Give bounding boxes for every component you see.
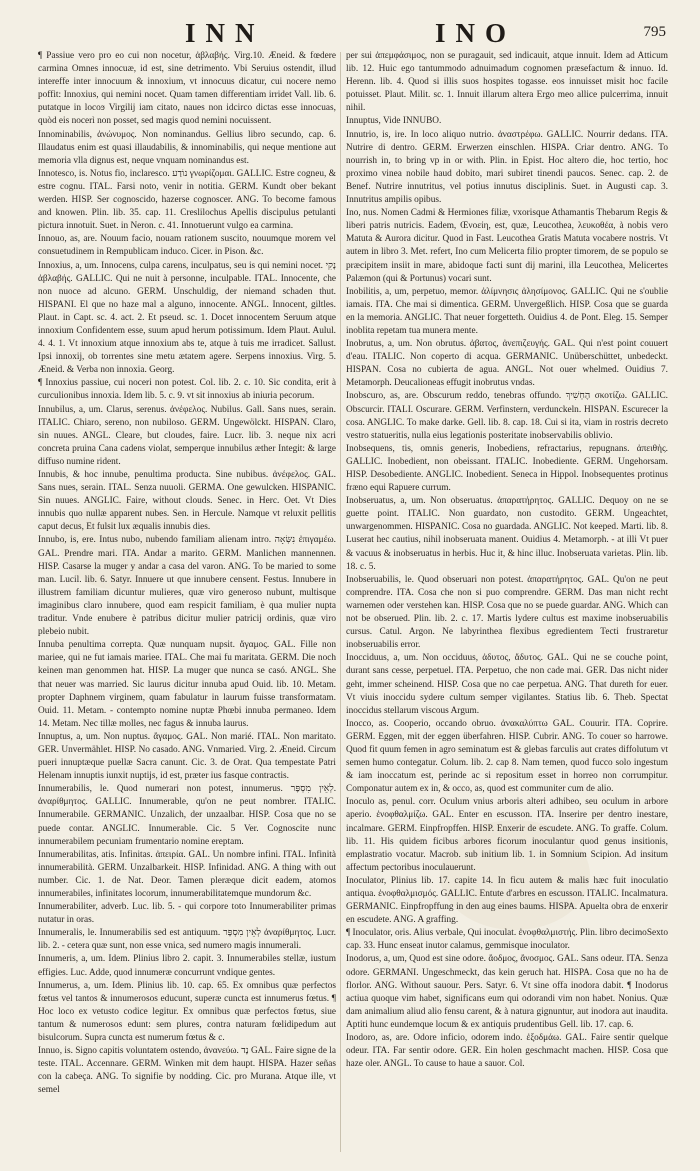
entry: Innuptus, a, um. Non nuptus. ἄγαμος. GAL. Non marié. ITAL. Non maritato. GER. Unvermählet. HISP. No casado. ANG. Vnmaried. Virg. 2. Æneid. Circum pueri innuptæque puellæ Sacra canunt. Cic. 3. de Orat. Qua tempestate Patri Helenam innuptis iunxit nuptijs, id est, præter ius fasque contractis. <box>38 731 336 782</box>
entry: Inocco, as. Cooperio, occando obruo. ἀνακαλύπτω GAL. Couurir. ITA. Coprire. GERM. Eggen, mit der eggen überfahren. HISP. Cubrir. ANG. To couer so harrowe. Quod fit quum femen in agro seminatum est & glebas farculis aut crates diffolutum vt semen humo contegatur. Colum. lib. 2. cap 8. Nam temen, quod fucco solo ingestum & iam inoccatum est, perinde ac si repositum esset in horreo non corrumpitur. Componatur autem ex in, & occo, as, quod est communiter cum de alio. <box>346 718 668 795</box>
entry: Ino, nus. Nomen Cadmi & Hermiones filiæ, vxorisque Athamantis Thebarum Regis & liberi patris nutricis. Eadem, Œνοείη, est, quæ, Leucothea, λευκοθέα, à nobis vero Matuta & Aurora dicitur. Quod in Fast. Leucothea Gratis Matuta vocabere nostris. Vt autem in libro 3. Met. refert, Ino cum Melicerta filio propter timorem, de se populo se præcipitem insiit in mare, abidoque facti sunt dij marini, illa Leucothea, Melicertes Palæmon (qui & Portunus) vocari sunt. <box>346 208 668 284</box>
entry: per sui ἀπεμφάσιμος, non se puragauit, sed indicauit, atque innuit. Idem ad Atticum lib. 12. Huic ego tantummodo adnuimadum cognomen præsefactum & innuo. Id. Herenn. lib. 4. Quod si illis suos hospites togasse. eos innuisset misit hoc facile potuisset. Plaut. Milit. sc. 1. Innuit illarum altera Ergo meo allice pulcerrima, innuit nihil. <box>346 51 668 114</box>
entry: ¶ Passiue vero pro eo cui non nocetur, ἀβλαβής. Virg.10. Æneid. & fœdere carmina Omnes innocuæ, id est, sine detrimento. Vbi Seruius ostendit, illud intereffe inter innocuum & innoxium, vt innocuus dicatur, cui nocere nemo poffit: Innoxius, qui nemini nocet. Quam tamen differentiam irridet Vall. lib. 6. putatque in locoϧ Virgilij iam citato, naues non idcirco dictas esse innocuas, quòd eis nocerì non posset, sed magis quod nemini nocuissent. <box>38 51 336 127</box>
entry: Innouo, as, are. Nouum facio, nouam rationem suscito, nouumque morem vel consuetudinem in Rempublicam induco. Cicer. in Pison. &c. <box>38 234 336 258</box>
entry: Inodoro, as, are. Odore inficio, odorem indo. ἐξοδμάω. GAL. Faire sentir quelque odeur. ITA. Far sentir odore. GER. Ein holen geschmacht machen. HISP. Cosa que haze oler. ANGL. To cause to haue a sauor. Col. <box>346 1033 668 1070</box>
entry: Innumerabilitas, atis. Infinitas. ἀπειρία. GAL. Un nombre infini. ITAL. Infinità innumerabilità. GERM. Unzalbarkeit. HISP. Infinidad. ANG. A thing with out number. Cic. 1. de Nat. Deor. Tamen pleræque dicit eadem, atomos innumerabiles, infinitates locorum, innumerabilitatemque mundorum &c. <box>38 849 336 899</box>
entry: Inobscuro, as, are. Obscurum reddo, tenebras offundo. הֶחְשִׁיךְ σκοτίζω. GALLIC. Obscurcir. ITALI. Oscurare. GERM. Verfinstern, verdunckeln. HISPAN. Escurecer la cosa. ANGLIC. To make darke. Gell. lib. 8. cap. 18. Cui si ita, viam in rostris decreto vestro statueritis, nulla eius legationis posteritate inobservabilis oblivio. <box>346 391 668 441</box>
entry: Innominabilis, ἀνώνυμος. Non nominandus. Gellius libro secundo, cap. 6. Illaudatus enim est quasi illaudabilis, & innominabilis, qui neque mentione aut memoria vlla dignus est, neque vnquam nominandus est. <box>38 129 336 166</box>
entry: Innubilus, a, um. Clarus, serenus. ἀνέφελος. Nubilus. Gall. Sans nues, serain. ITALIC. Chiaro, sereno, non nubiloso. GERM. Ungewölckt. HISPAN. Claro, sin nuues. ANGL. Cleare, but cloudes, faire. Lucr. lib. 3. neque nix acri concreta pruina Cana cadens violat, semperque innubilus æther Integit: & large diffuso numine rident. <box>38 404 336 467</box>
column-divider <box>340 52 341 1152</box>
left-column <box>38 50 336 1160</box>
entry: Inodorus, a, um, Quod est sine odore. ἄοδμος, ἄνοσμος. GAL. Sans odeur. ITA. Senza odore. GERMANI. Ungeschmeckt, das kein geruch hat. HISPA. Cosa que no ha de florlor. ANG. Without sauour. Pers. Satyr. 6. Vt sine offa inodora dabit. ¶ Inodorus actiua quoque vim habet, significans eum qui odorandi vim non habet. Nonius. Quæ dam animalium aliud alio fensu carent, & à natura gignuntur, aut inodora aut inaudita. Aptiti hunc eundemque locum & ex antiquis prudentibus Gell. lib. 17. cap. 6. <box>346 954 668 1030</box>
entry: Innotesco, is. Notus fio, inclaresco. נוֹדַע γνωρίζομαι. GALLIC. Estre cogneu, & estre cognu. ITAL. Farsi noto, venir in notitia. GERM. Kundt ober bekant werden. HISP. Ser cognoscido, hazerse cognoscer. ANG. To become famous and knowen. Plin. lib. 35. cap. 11. Creslilochus Apellis discipulus petulanti pictura innotuit. Suet. in Neron. c. 41. Innotuerunt vulgo ea carmina. <box>38 168 336 232</box>
right-column <box>346 50 668 1160</box>
entry: Innumerabiliter, adverb. Luc. lib. 5. - qui corpore toto Innumerabiliter primas nutatur in oras. <box>38 902 336 926</box>
entry: Inobsequens, tis, omnis generis, Inobediens, refractarius, repugnans. ἀπειθὴς. GALLIC. Inobedient, non obeissant. ITALIC. Inobediente. GERM. Ungehorsam. HISP. Desobediente. ANGLIC. Inobedient. Seneca in Hippol. Inobsequentes protinus fræno equi Rapuere currum. <box>346 443 668 494</box>
entry: Inocciduus, a, um. Non occiduus, ἀδυτος, ἄδυτος. GAL. Qui ne se couche point, durant sans cesse, perpetuel. ITA. Perpetuo, che non cade mai. GER. Das nicht nider geht, immer scheinend. HISP. Cosa que no cae perpetua. ANG. That dureth for euer. Vt viuis inoccidu sydere cultum semper vigilantes. Statius lib. 6. Theb. Spectat inoccidus stellarum viscous Argum. <box>346 653 668 716</box>
entry: Innuo, is. Signo capitis voluntatem ostendo, ἀνανεύω. נָד GAL. Faire signe de la teste. ITAL. Accennare. GERM. Winken mit dem haupt. HISPA. Hazer señas con la cabeça. ANG. To signifie by nodding. Cic. pro Murana. Atque ille, vt semel <box>38 1046 336 1096</box>
entry: Inobseruatus, a, um. Non obseruatus. ἀπαρατήρητος. GALLIC. Dequoy on ne se guette point. ITALIC. Non guardato, non custodito. GERM. Ungeachtet, unwargenommen. HISPANIC. Cosa no guardada. ANGLIC. Not keeped. Marti. lib. 8. Luserat hec cautius, nihil inobseruata manent. Ouidius 4. Metamorph. - at illi Vt puer & vacuus & inobseruatus in herbis. Huc it, & hinc illuc. Inobseruata varietas. Plin. lib. 18. c. 5. <box>346 496 668 572</box>
entry: Innubo, is, ere. Intus nubo, nubendo familiam alienam intro. נִשְּׂאָה ἐπιγαμέω. GAL. Prendre mari. ITA. Andar a marito. GERM. Manlichen mannennen. HISP. Casarse la muger y andar a casa del varon. ANG. To be maried to some man. Lucil. lib. 6. Satyr. Innuere ut que innubere censent. Festus. Innubere in illustrem familiam dicuntur mulieres, quæ viro generoso nubunt, multisque imaginibus claro innubere, quod eam respicit familiam, è qua mulier nupta traditur. Vnde enubere è patribus dicitur mulier patricij ordinis, quæ viro plebeio nubit. <box>38 535 336 638</box>
entry: Inoculator, Plinius lib. 17. capite 14. In ficu autem & malis hæc fuit inoculatio antiqua. ἐνοφθαλμισμός. GALLIC. Entute d'arbres en escusson. ITALIC. Incalmatura. GERMANIC. Einpfropffung in den aug eines baums. HISPA. Apuelta obra de enxerir en escudete. ANG. A graffing. <box>346 875 668 926</box>
running-header <box>0 14 700 50</box>
entry: Inoculo as, penul. corr. Oculum vnius arboris alteri adhibeo, seu oculum in arbore aperio. ἐνοφθαλμίζω. GAL. Enter en escusson. ITA. Inserire per dentro inestare, incalmare. GERM. Einpfropffen. HISP. Enxerir de escudete. ANG. To graffe. Colum. lib. 11. His quidem ficibus arbores ficorum inoculantur quod genus insitionis, emplastratio vocatur. Macrob. sub initium lib. 1. in Somnium Scipion. Ad insitum affectum pectoribus inoculauerunt. <box>346 797 668 873</box>
right-running-head: INO <box>435 18 517 48</box>
entry: Innumeris, a, um. Idem. Plinius libro 2. capit. 3. Innumerabiles stellæ, iustum effigies. Luc. Adde, quod innumeræ concurrunt vndique gentes. <box>38 954 336 978</box>
left-running-head: INN <box>185 18 265 48</box>
entry: Inobrutus, a, um. Non obrutus. ἀβατος, ἀνεπιζευγής. GAL. Qui n'est point couuert d'eau. ITALIC. Non coperto di acqua. GERMANIC. Unüberschüttet, unbedeckt. HISPAN. Cosa no cubierta de agua. ANGL. Not ouer whelmed. Ouidius 7. Metamorph. Deucalioneas effugit inobrutus vndas. <box>346 339 668 389</box>
entry: Inobilitis, a, um, perpetuo, memor. ἀλίμνησις ἀλησίμονος. GALLIC. Qui ne s'oublie iamais. ITA. Che mai si dimentica. GERM. Unvergeßlich. HISP. Cosa que se guarda en la memoria. ANGLIC. That neuer forgetteth. Ouidius 4. de Pont. Eleg. 15. Semper inoblita repetam tua munera mente. <box>346 286 668 336</box>
entry: Innuptus, Vide INNUBO. <box>346 116 442 127</box>
entry: Innumeralis, le. Innumerabilis sed est antiquum. לְאֵין מִסְפָּר ἀναρίθμητος. Lucr. lib. 2. - cetera quæ sunt, non esse vnica, sed numero magis innumerali. <box>38 928 336 952</box>
entry: Innutrio, is, ire. In loco aliquo nutrio. ἀναστρέφω. GALLIC. Nourrir dedans. ITA. Nutrire di dentro. GERM. Erwerzen einschlen. HISPA. Criar dentro. ANG. To nourrish in, to bring vp in or with. Plin. in Epist. Hoc altero die, hoc tertio, hoc proximo vinea nobile haud dobito, mari subiret tinendi paucos. Senec. cap. 2. de Benef. Nutrire innutritus, vel potius innutus disciplinis. Suet. in Augusti cap. 3. Innutritus ampilis opibus. <box>346 129 668 206</box>
entry: Innuba penultima correpta. Quæ nunquam nupsit. ἄγαμος. GAL. Fille non mariee, qui ne fut iamais mariee. ITAL. Che mai fu maritata. GERM. Die noch keinen man genommen hat. HISP. La muger que nunca se casó. ANGL. She that neuer was married. Sic laurus dicitur innuba apud Ouid. lib. 10. Metam. propter Daphnem virginem, quam fabulatur in laurum fuisse transformatam. Ouid. 11. Metam. - contempto nomine nuptæ Phœbi innuba permaneo. Idem 14. Metam. Nec tillæ molles, nec fagus & innuba laurus. <box>38 640 336 729</box>
entry: ¶ Inoculator, oris. Alius verbale, Qui inoculat. ἐνοφθαλμιστής. Plin. libro decimoSexto cap. 33. Hunc enseat inutor calamus, gemmisque inoculator. <box>346 928 668 952</box>
entry: Innubis, & hoc innube, penultima producta. Sine nubibus. ἀνέφελος. GAL. Sans nues, serain. ITAL. Senza nuuoli. GERMA. One gewulcken. HISPANIC. Sin nuues. ANGLIC. Faire, without clouds. Senec. in Herc. Oet. Vt Dies innubis quo nullæ apparent nubes. Sen. in Hercule. Namque vt reluxit pellitis caput decus, Et fulsit lux æqualis innubis dies. <box>38 470 336 533</box>
page-number: 795 <box>643 24 666 40</box>
entry: Inobseruabilis, le. Quod obseruari non potest. ἀπαρατήρητος. GAL. Qu'on ne peut comprendre. ITA. Cosa che non si puo comprendre. GERM. Das man nicht recht warnemen oder verstehen kan. HISP. Cosa que no se puede guardar. ANG. Which can not be obserued. Plin. lib. 2. c. 17. Martis lydere cultus est maxime inobseruabilis cursus. Catul. Argon. Ne labyrinthea flexibus egredientem Tecti frustraretur inobseruabilis error. <box>346 574 668 651</box>
entry: Innumerus, a, um. Idem. Plinius lib. 10. cap. 65. Ex omnibus quæ perfectos fœtus vel tantos & innumerosos educunt, superæ cuncta est innumerus fœtus. ¶ Hoc loco ex vetusto codice legitur. Ex omnibus quæ perfectos fœtus, siue tantum & numerosos edunt: sem plures, contra naturam fœlidipedum aut bisulcorum. Supra cuncta est numerum fœtus & c. <box>38 980 336 1044</box>
entry: Innoxius, a, um. Innocens, culpa carens, inculpatus, seu is qui nemini nocet. נָקִי ἀβλαβής. GALLIC. Qui ne nuit à personne, inculpable. ITAL. Innocente, che non nuoce ad alcuno. GERM. Unschuldig, der niemand schaden thut. HISPANI. El que no haze mal a alguno, innocente. ANGL. Innocent, giltles. Plaut. in Capt. sc. 4. act. 2. Et pseud. sc. 1. Docet innocentem Seruum atque innoxium Confidentem esse, suum apud herum potissimum. Idem Plaut. Aulul. 4. 4. 1. Vt innoxium atque innoxium abs te, atque à tuis me irradicet. Sallust. Ipsi innoxij, ob torrentes sine metu ætatem agere. Serpens innoxius. Virg. 5. Æneid. & Verba non innoxia. Georg. <box>38 260 336 376</box>
entry: Innumerabilis, le. Quod numerari non potest, innumerus. לְאֵין מִסְפָּר. ἀναρίθμητος. GALLIC. Innumerable, qu'on ne peut nombrer. ITALIC. Innumerabile. GERMANIC. Unzalich, der unzaalbar. HISP. Cosa que no se puede contar. ANGLIC. Innumerable. Cic. 5 Ver. Cognoscite nunc innumerabilem pecuniam frumentario nomine ereptam. <box>38 784 336 847</box>
entry: ¶ Innoxius passiue, cui noceri non potest. Col. lib. 2. c. 10. Sic condita, erit à curculionibus innoxia. Idem lib. 5. c. 9. vt sit innoxius ab iniuria pecorum. <box>38 378 336 402</box>
